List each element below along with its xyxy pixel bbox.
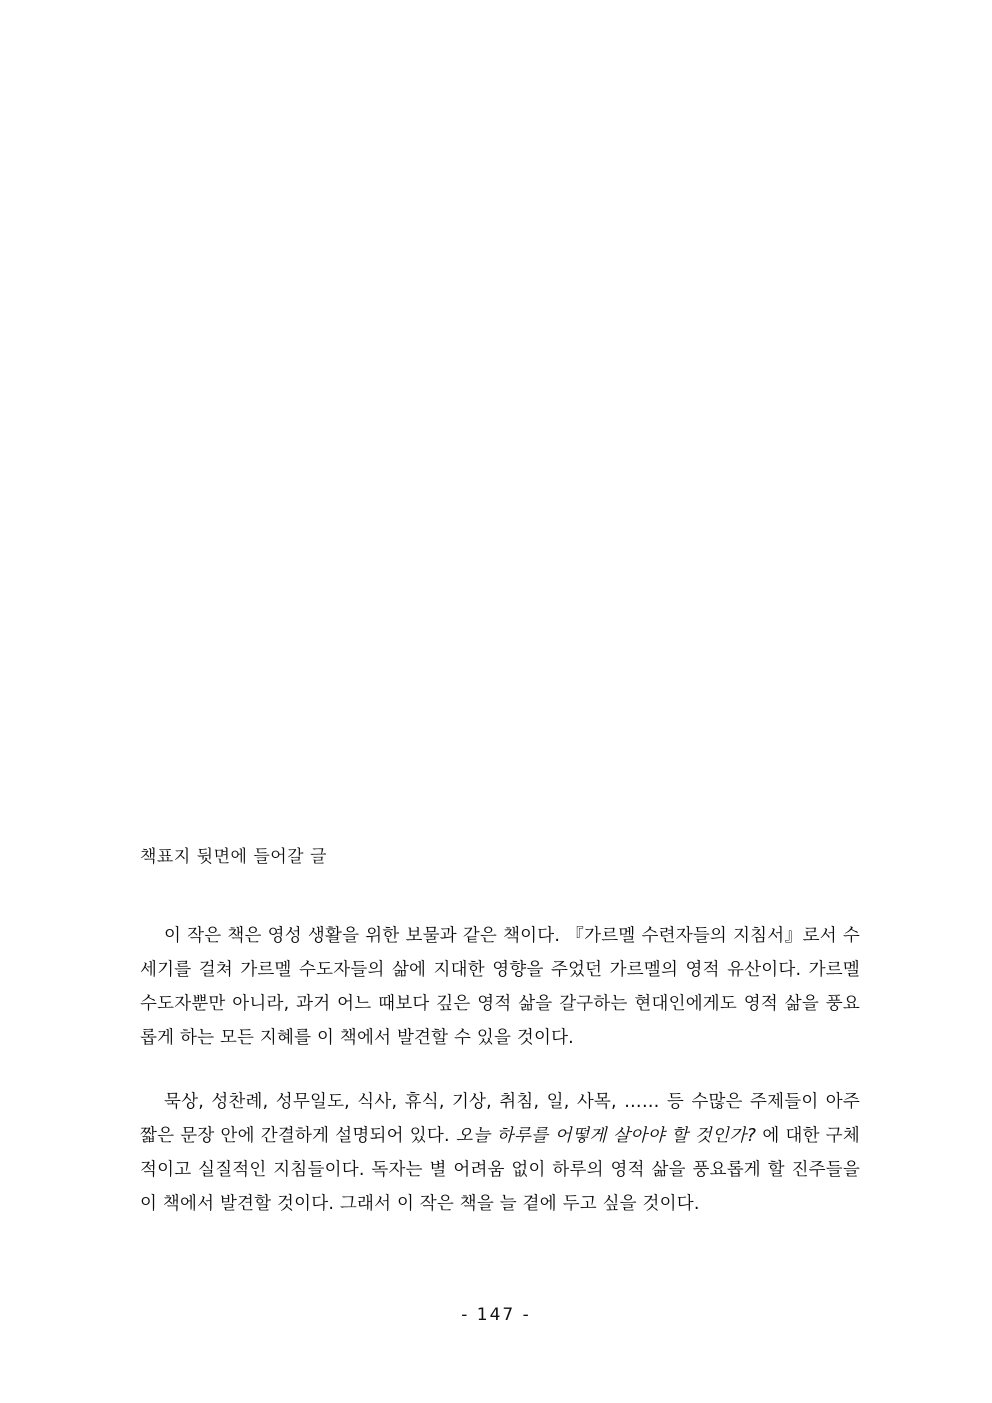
text-run: 이 작은 책은 영성 생활을 위한 보물과 같은 책이다. 『가르멜 수련자들의 지침서』로서 수 세기를 걸쳐 가르멜 수도자들의 삶에 지대한 영향을 주었던 가르멜의 영적 유산이다. 가르멜 수도자뿐만 아니라, 과거 어느 때보다 깊은 영적 삶을 갈구하는 현대인에게도 영적 삶을 풍요롭게 하는 모든 지혜를 이 책에서 발견할 수 있을 것이다. bbox=[140, 925, 860, 1048]
emphasized-text: 오늘 하루를 어떻게 살아야 할 것인가? bbox=[455, 1125, 757, 1146]
body-paragraph bbox=[140, 1085, 860, 1221]
body-paragraph bbox=[140, 919, 860, 1055]
page-content bbox=[140, 845, 860, 1251]
section-heading: 책표지 뒷면에 들어갈 글 bbox=[140, 847, 327, 867]
text-run: 묵상, 성찬례, 성무일도, 식사, 휴식, 기상, 취침, 일, 사목, …… 등 수많은 주제들이 아주 짧은 문장 안에 간결하게 설명되어 있다. bbox=[140, 1091, 860, 1146]
page-number: - 147 - bbox=[461, 1305, 531, 1325]
text-run: 에 대한 구체적이고 실질적인 지침들이다. 독자는 별 어려움 없이 하루의 영적 삶을 풍요롭게 할 진주들을 이 책에서 발견할 것이다. 그래서 이 작은 책을 늘 곁에 두고 싶을 것이다. bbox=[140, 1125, 860, 1214]
